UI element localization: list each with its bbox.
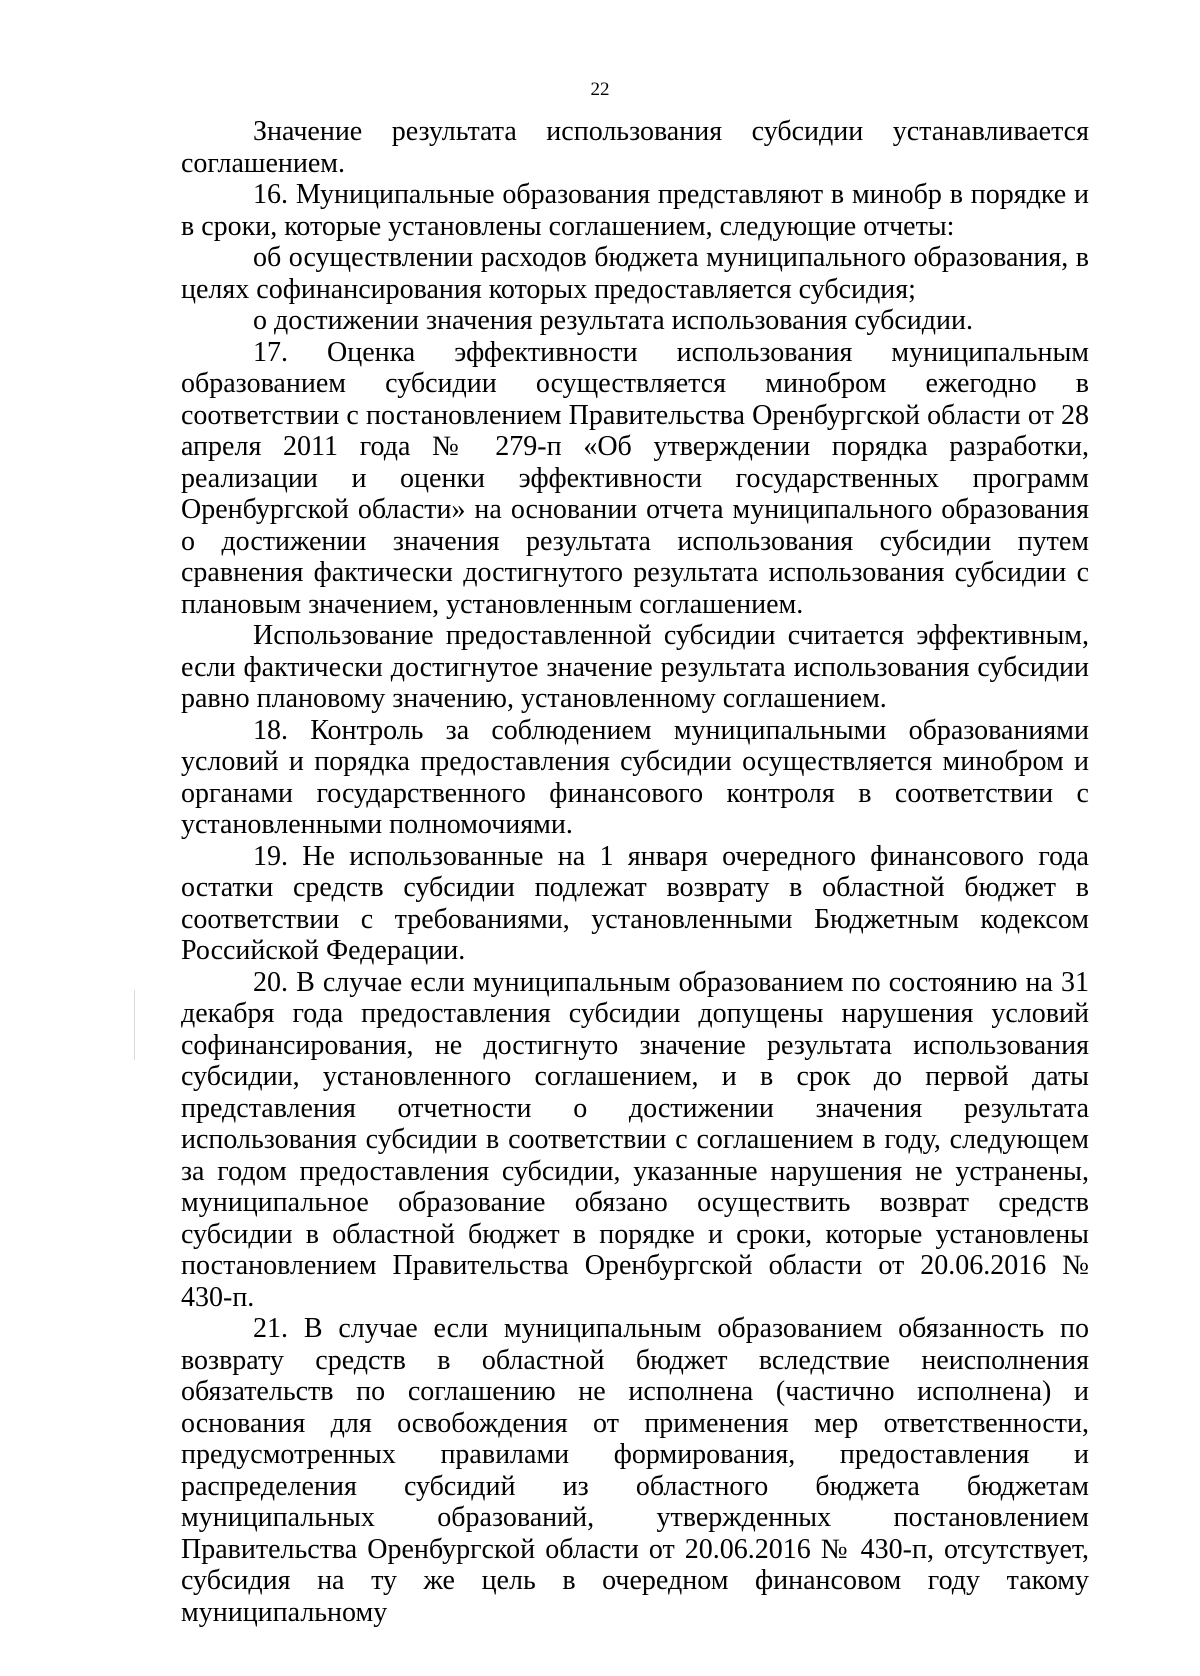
paragraph-result-value: Значение результата использования субсидии устанавливается соглашением. — [181, 116, 1089, 179]
paragraph-19: 19. Не использованные на 1 января очередного финансового года остатки средств субсидии подлежат возврату в областной бюджет в соответствии с требованиями, установленными Бюджетным кодексом Российской Федерации. — [181, 840, 1089, 966]
paragraph-16: 16. Муниципальные образования представляют в минобр в порядке и в сроки, которые установлены соглашением, следующие отчеты: — [181, 179, 1089, 242]
document-body — [181, 116, 1089, 1628]
paragraph-17-efficiency: Использование предоставленной субсидии считается эффективным, если фактически достигнутое значение результата использования субсидии равно плановому значению, установленному соглашением. — [181, 620, 1089, 714]
page-number: 22 — [590, 79, 610, 100]
paragraph-16-item-result: о достижении значения результата использования субсидии. — [253, 305, 973, 336]
paragraph-21: 21. В случае если муниципальным образованием обязанность по возврату средств в областной бюджет вследствие неисполнения обязательств по соглашению не исполнена (частично исполнена) и основания для освобождения от применения мер ответственности, предусмотренных правилами формирования, предоставления и распределения субсидий из областного бюджета бюджетам муниципальных образований, утвержденных постановлением Правительства Оренбургской области от 20.06.2016 № 430-п, отсутствует, субсидия на ту же цель в очередном финансовом году такому муниципальному — [181, 1313, 1089, 1628]
paragraph-16-item-expenses: об осуществлении расходов бюджета муниципального образования, в целях софинансирования которых предоставляется субсидия; — [181, 242, 1089, 305]
paragraph-20: 20. В случае если муниципальным образованием по состоянию на 31 декабря года предоставления субсидии допущены нарушения условий софинансирования, не достигнуто значение результата использования субсидии, установленного соглашением, и в срок до первой даты представления отчетности о достижении значения результата использования субсидии в соответствии с соглашением в году, следующем за годом предоставления субсидии, указанные нарушения не устранены, муниципальное образование обязано осуществить возврат средств субсидии в областной бюджет в порядке и сроки, которые установлены постановлением Правительства Оренбургской области от 20.06.2016 № 430-п. — [181, 966, 1089, 1313]
scan-margin-mark — [134, 990, 135, 1060]
paragraph-18: 18. Контроль за соблюдением муниципальными образованиями условий и порядка предоставления субсидии осуществляется минобром и органами государственного финансового контроля в соответствии с установленными полномочиями. — [181, 714, 1089, 840]
paragraph-17: 17. Оценка эффективности использования муниципальным образованием субсидии осуществляется минобром ежегодно в соответствии с постановлением Правительства Оренбургской области от 28 апреля 2011 года № 279-п «Об утверждении порядка разработки, реализации и оценки эффективности государственных программ Оренбургской области» на основании отчета муниципального образования о достижении значения результата использования субсидии путем сравнения фактически достигнутого результата использования субсидии с плановым значением, установленным соглашением. — [181, 336, 1089, 620]
